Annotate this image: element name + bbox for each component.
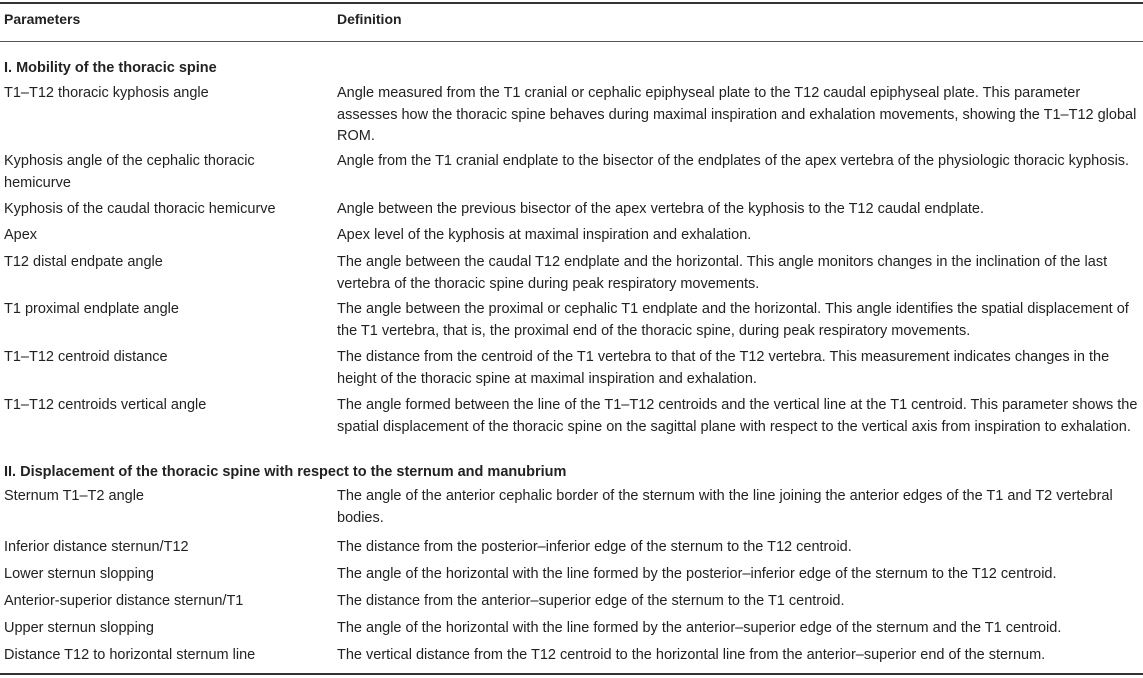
definition-cell: The distance from the centroid of the T1 vertebra to that of the T12 vertebra. This measurement indicates changes in the height of the thoracic spine at maximal inspiration and exhalation. <box>337 349 1110 387</box>
definition-cell: The angle of the horizontal with the line formed by the anterior–superior edge of the sternum and the T1 centroid. <box>337 620 1062 636</box>
parameter-cell: Sternum T1–T2 angle <box>4 488 144 504</box>
parameter-cell: Apex <box>4 227 38 243</box>
definition-cell: Angle measured from the T1 cranial or cephalic epiphyseal plate to the T12 caudal epiphyseal plate. This parameter assesses how the thoracic spine behaves during maximal inspiration and exhalation movements, showing the T1–T12 global ROM. <box>337 85 1137 144</box>
section-title-displacement: II. Displacement of the thoracic spine with respect to the sternum and manubrium <box>4 464 567 480</box>
parameter-cell: Distance T12 to horizontal sternum line <box>4 647 256 663</box>
definition-cell: Angle between the previous bisector of the apex vertebra of the kyphosis to the T12 caudal endplate. <box>337 201 985 217</box>
definition-cell: The angle of the horizontal with the line formed by the posterior–inferior edge of the sternum to the T12 centroid. <box>337 566 1057 582</box>
definition-cell: The angle formed between the line of the T1–T12 centroids and the vertical line at the T1 centroid. This parameter shows the spatial displacement of the thoracic spine on the sagittal plane with respect to the vertical axis from inspiration to exhalation. <box>337 397 1138 435</box>
parameter-cell: T12 distal endpate angle <box>4 254 163 270</box>
definition-cell: The angle between the caudal T12 endplate and the horizontal. This angle monitors changes in the inclination of the last vertebra of the thoracic spine during peak respiratory movements. <box>337 254 1108 292</box>
definition-cell: Apex level of the kyphosis at maximal inspiration and exhalation. <box>337 227 752 243</box>
section-title-mobility: I. Mobility of the thoracic spine <box>4 60 217 76</box>
table-bottom-rule <box>0 673 1143 675</box>
parameter-cell: Inferior distance sternun/T12 <box>4 539 189 555</box>
definition-cell: The vertical distance from the T12 centroid to the horizontal line from the anterior–superior end of the sternum. <box>337 647 1046 663</box>
header-rule <box>0 41 1143 42</box>
parameter-cell: T1–T12 centroid distance <box>4 349 168 365</box>
parameter-cell: Lower sternun slopping <box>4 566 154 582</box>
parameter-cell: Kyphosis of the caudal thoracic hemicurve <box>4 201 276 217</box>
parameter-cell: Kyphosis angle of the cephalic thoracic hemicurve <box>4 153 255 191</box>
definition-cell: The distance from the posterior–inferior edge of the sternum to the T12 centroid. <box>337 539 852 555</box>
definition-cell: Angle from the T1 cranial endplate to the bisector of the endplates of the apex vertebra of the physiologic thoracic kyphosis. <box>337 153 1130 169</box>
header-definition: Definition <box>337 11 402 27</box>
parameter-cell: T1 proximal endplate angle <box>4 301 179 317</box>
header-parameters: Parameters <box>4 11 81 27</box>
table-top-rule <box>0 2 1143 4</box>
definition-cell: The angle between the proximal or cephalic T1 endplate and the horizontal. This angle identifies the spatial displacement of the T1 vertebra, that is, the proximal end of the thoracic spine, during peak respiratory movements. <box>337 301 1129 339</box>
parameter-cell: T1–T12 centroids vertical angle <box>4 397 207 413</box>
parameter-cell: Anterior-superior distance sternun/T1 <box>4 593 244 609</box>
parameter-cell: Upper sternun slopping <box>4 620 154 636</box>
definition-cell: The distance from the anterior–superior edge of the sternum to the T1 centroid. <box>337 593 845 609</box>
parameter-cell: T1–T12 thoracic kyphosis angle <box>4 85 209 101</box>
definition-cell: The angle of the anterior cephalic border of the sternum with the line joining the anterior edges of the T1 and T2 vertebral bodies. <box>337 488 1113 526</box>
